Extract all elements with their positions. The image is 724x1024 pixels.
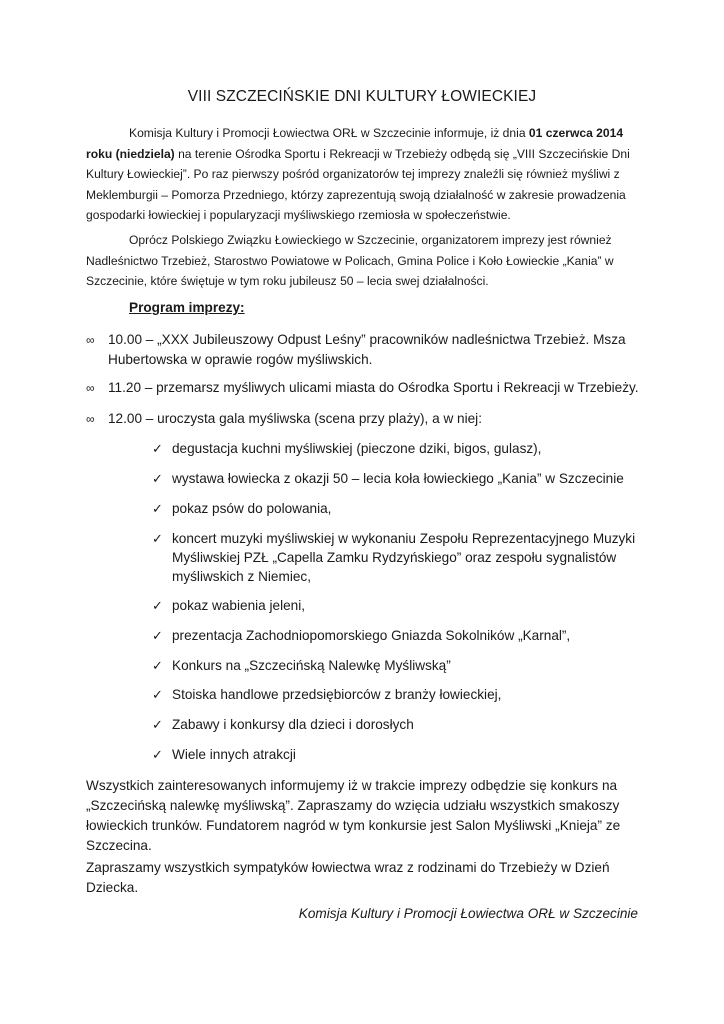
gala-item-text: Wiele innych atrakcji xyxy=(172,747,296,762)
program-item-text: 11.20 – przemarsz myśliwych ulicami miasta do Ośrodka Sportu i Rekreacji w Trzebieży. xyxy=(108,380,639,395)
gala-item-text: koncert muzyki myśliwskiej w wykonaniu Zespołu Reprezentacyjnego Muzyki Myśliwskiej PZŁ „Capella Zamku Rydzyńskiego” oraz zespołu sygnalistów myśliwskich z Niemiec, xyxy=(172,531,636,584)
organizers-paragraph xyxy=(86,230,646,292)
gala-item-text: pokaz psów do polowania, xyxy=(172,501,332,516)
document-title: VIII SZCZECIŃSKIE DNI KULTURY ŁOWIECKIEJ xyxy=(187,88,537,105)
intro-paragraph xyxy=(86,123,646,226)
intro-text-2: na terenie Ośrodka Sportu i Rekreacji w Trzebieży odbędą się „VIII Szczecińskie Dni Kultury Łowieckiej”. Po raz pierwszy pośród organizatorów tej imprezy znaleźli się również myśliwi z Meklemburgii – Pomorza Przedniego, którzy zaprezentują swoją działalność w zakresie prowadzenia gospodarki łowieckiej i popularyzacji myśliwskiego rzemiosła w społeczeństwie. xyxy=(86,146,630,222)
gala-item-text: wystawa łowiecka z okazji 50 – lecia koła łowieckiego „Kania” w Szczecinie xyxy=(172,471,624,486)
check-icon: ✓ xyxy=(152,441,163,456)
intro-date: 01 czerwca 2014 roku (niedziela) xyxy=(86,126,624,161)
check-icon: ✓ xyxy=(152,471,163,486)
check-icon: ✓ xyxy=(152,628,163,643)
invitation-paragraph: Zapraszamy wszystkich sympatyków łowiectwa wraz z rodzinami do Trzebieży w Dzień Dziecka. xyxy=(86,860,610,895)
program-item-text: 12.00 – uroczysta gala myśliwska (scena przy plaży), a w niej: xyxy=(108,411,482,426)
contest-paragraph: Wszystkich zainteresowanych informujemy iż w trakcie imprezy odbędzie się konkurs na „Szczecińską nalewkę myśliwską”. Zapraszamy do wzięcia udziału wszystkich smakoszy łowieckich trunków. Fundatorem nagród w tym konkursie jest Salon Myśliwski „Knieja” ze Szczecina. xyxy=(86,778,621,853)
program-heading: Program imprezy: xyxy=(129,300,245,315)
gala-item-text: Zabawy i konkursy dla dzieci i dorosłych xyxy=(172,717,414,732)
infinity-bullet-icon: ∞ xyxy=(86,333,95,347)
organizers-text: Oprócz Polskiego Związku Łowieckiego w Szczecinie, organizatorem imprezy jest również Nadleśnictwo Trzebież, Starostwo Powiatowe w Policach, Gmina Police i Koło Łowieckie „Kania” w Szczecinie, które świętuje w tym roku jubileusz 50 – lecia swej działalności. xyxy=(86,233,614,288)
check-icon: ✓ xyxy=(152,531,163,546)
check-icon: ✓ xyxy=(152,747,163,762)
gala-item-text: degustacja kuchni myśliwskiej (pieczone dziki, bigos, gulasz), xyxy=(172,441,542,456)
gala-item-text: pokaz wabienia jeleni, xyxy=(172,598,306,613)
gala-item-text: Konkurs na „Szczecińską Nalewkę Myśliwską” xyxy=(172,658,451,673)
gala-item-text: prezentacja Zachodniopomorskiego Gniazda Sokolników „Karnal”, xyxy=(172,628,571,643)
check-icon: ✓ xyxy=(152,501,163,516)
program-item-text: 10.00 – „XXX Jubileuszowy Odpust Leśny” pracowników nadleśnictwa Trzebież. Msza Hubertowska w oprawie rogów myśliwskich. xyxy=(108,332,626,367)
gala-item-text: Stoiska handlowe przedsiębiorców z branży łowieckiej, xyxy=(172,687,502,702)
intro-text-1: Komisja Kultury i Promocji Łowiectwa ORŁ w Szczecinie informuje, iż dnia xyxy=(129,126,529,140)
signature: Komisja Kultury i Promocji Łowiectwa ORŁ w Szczecinie xyxy=(298,906,638,921)
check-icon: ✓ xyxy=(152,717,163,732)
infinity-bullet-icon: ∞ xyxy=(86,381,95,395)
check-icon: ✓ xyxy=(152,658,163,673)
infinity-bullet-icon: ∞ xyxy=(86,412,95,426)
check-icon: ✓ xyxy=(152,598,163,613)
check-icon: ✓ xyxy=(152,687,163,702)
